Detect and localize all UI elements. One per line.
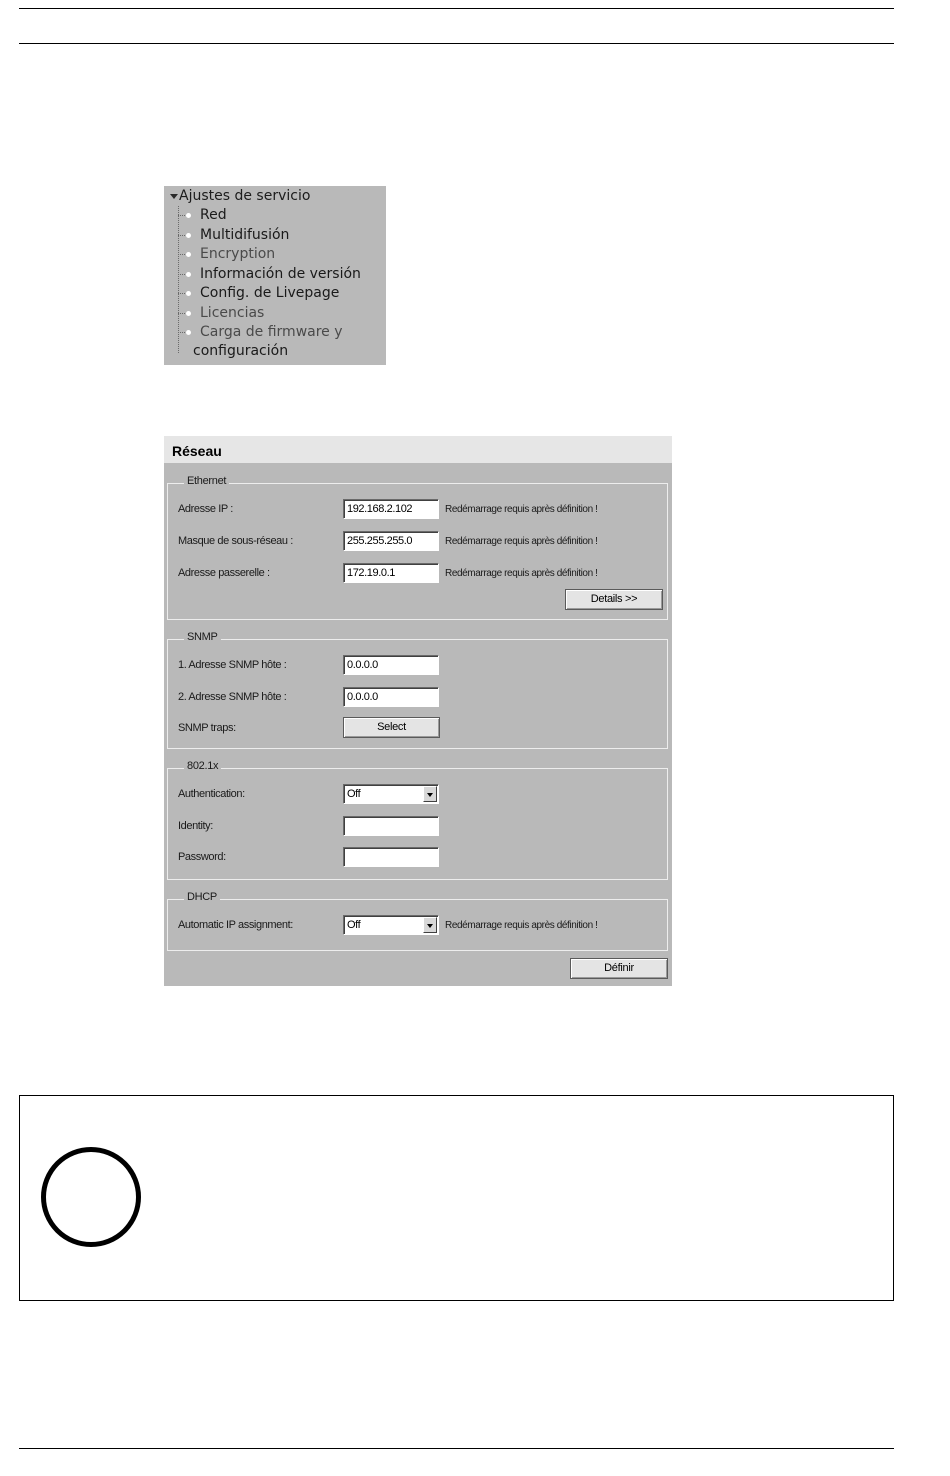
ethernet-legend: Ethernet bbox=[184, 475, 229, 487]
ip-reboot-note: Redémarrage requis après définition ! bbox=[445, 504, 598, 515]
menu-item-label: Config. de Livepage bbox=[200, 285, 340, 301]
menu-item-label: Carga de firmware y bbox=[200, 324, 343, 340]
authentication-value: Off bbox=[347, 788, 361, 800]
dropdown-arrow-icon[interactable] bbox=[423, 786, 437, 802]
ip-address-label: Adresse IP : bbox=[178, 503, 233, 515]
menu-item-encryption[interactable] bbox=[178, 246, 275, 262]
menu-item-licenses[interactable] bbox=[178, 305, 264, 321]
gateway-reboot-note: Redémarrage requis après définition ! bbox=[445, 568, 598, 579]
bullet-icon bbox=[186, 233, 191, 238]
notice-box bbox=[19, 1095, 894, 1301]
expand-arrow-icon[interactable] bbox=[170, 194, 178, 199]
subnet-mask-label: Masque de sous-réseau : bbox=[178, 535, 293, 547]
mask-reboot-note: Redémarrage requis après définition ! bbox=[445, 536, 598, 547]
menu-item-label: Multidifusión bbox=[200, 227, 290, 243]
define-button[interactable]: Définir bbox=[570, 958, 668, 979]
footer-rule bbox=[19, 1448, 894, 1449]
dhcp-legend: DHCP bbox=[184, 891, 220, 903]
bullet-icon bbox=[186, 311, 191, 316]
auto-ip-label: Automatic IP assignment: bbox=[178, 919, 293, 931]
top-rule bbox=[19, 8, 894, 9]
menu-item-firmware-upload[interactable] bbox=[178, 324, 343, 340]
snmp-legend: SNMP bbox=[184, 631, 221, 643]
dropdown-arrow-icon[interactable] bbox=[423, 917, 437, 933]
gateway-input[interactable]: 172.19.0.1 bbox=[343, 563, 439, 583]
bullet-icon bbox=[186, 252, 191, 257]
snmp-host2-label: 2. Adresse SNMP hôte : bbox=[178, 691, 287, 703]
notice-circle-icon bbox=[41, 1147, 141, 1247]
identity-input[interactable] bbox=[343, 816, 439, 836]
ip-address-input[interactable]: 192.168.2.102 bbox=[343, 499, 439, 519]
bullet-icon bbox=[186, 330, 191, 335]
menu-item-firmware-upload-continued[interactable]: configuración bbox=[193, 343, 289, 359]
menu-title-label: Ajustes de servicio bbox=[179, 188, 311, 204]
menu-item-label: Red bbox=[200, 207, 227, 223]
menu-item-label: Encryption bbox=[200, 246, 276, 262]
header-rule bbox=[19, 43, 894, 44]
password-label: Password: bbox=[178, 851, 226, 863]
snmp-host1-label: 1. Adresse SNMP hôte : bbox=[178, 659, 287, 671]
bullet-icon bbox=[186, 213, 191, 218]
identity-label: Identity: bbox=[178, 820, 213, 832]
menu-item-label: Información de versión bbox=[200, 266, 361, 282]
dhcp-reboot-note: Redémarrage requis après définition ! bbox=[445, 920, 598, 931]
auto-ip-value: Off bbox=[347, 919, 361, 931]
menu-item-livepage-config[interactable] bbox=[178, 285, 339, 301]
snmp-host2-input[interactable]: 0.0.0.0 bbox=[343, 687, 439, 707]
snmp-host1-input[interactable]: 0.0.0.0 bbox=[343, 655, 439, 675]
panel-title: Réseau bbox=[172, 443, 222, 459]
details-button[interactable]: Details >> bbox=[565, 589, 663, 610]
subnet-mask-input[interactable]: 255.255.255.0 bbox=[343, 531, 439, 551]
auto-ip-select[interactable] bbox=[343, 915, 439, 935]
menu-item-red[interactable] bbox=[178, 207, 227, 223]
gateway-label: Adresse passerelle : bbox=[178, 567, 270, 579]
menu-item-multidifusion[interactable] bbox=[178, 227, 289, 243]
panel-title-bar bbox=[164, 436, 672, 463]
authentication-select[interactable] bbox=[343, 784, 439, 804]
snmp-traps-label: SNMP traps: bbox=[178, 722, 236, 734]
menu-item-version-info[interactable] bbox=[178, 266, 361, 282]
authentication-label: Authentication: bbox=[178, 788, 245, 800]
bullet-icon bbox=[186, 272, 191, 277]
password-input[interactable] bbox=[343, 847, 439, 867]
service-settings-menu bbox=[164, 186, 386, 365]
dot1x-legend: 802.1x bbox=[184, 760, 221, 772]
snmp-traps-select-button[interactable]: Select bbox=[343, 717, 440, 738]
network-settings-panel bbox=[164, 436, 672, 986]
menu-title[interactable] bbox=[170, 188, 310, 204]
bullet-icon bbox=[186, 291, 191, 296]
menu-item-label: Licencias bbox=[200, 305, 265, 321]
